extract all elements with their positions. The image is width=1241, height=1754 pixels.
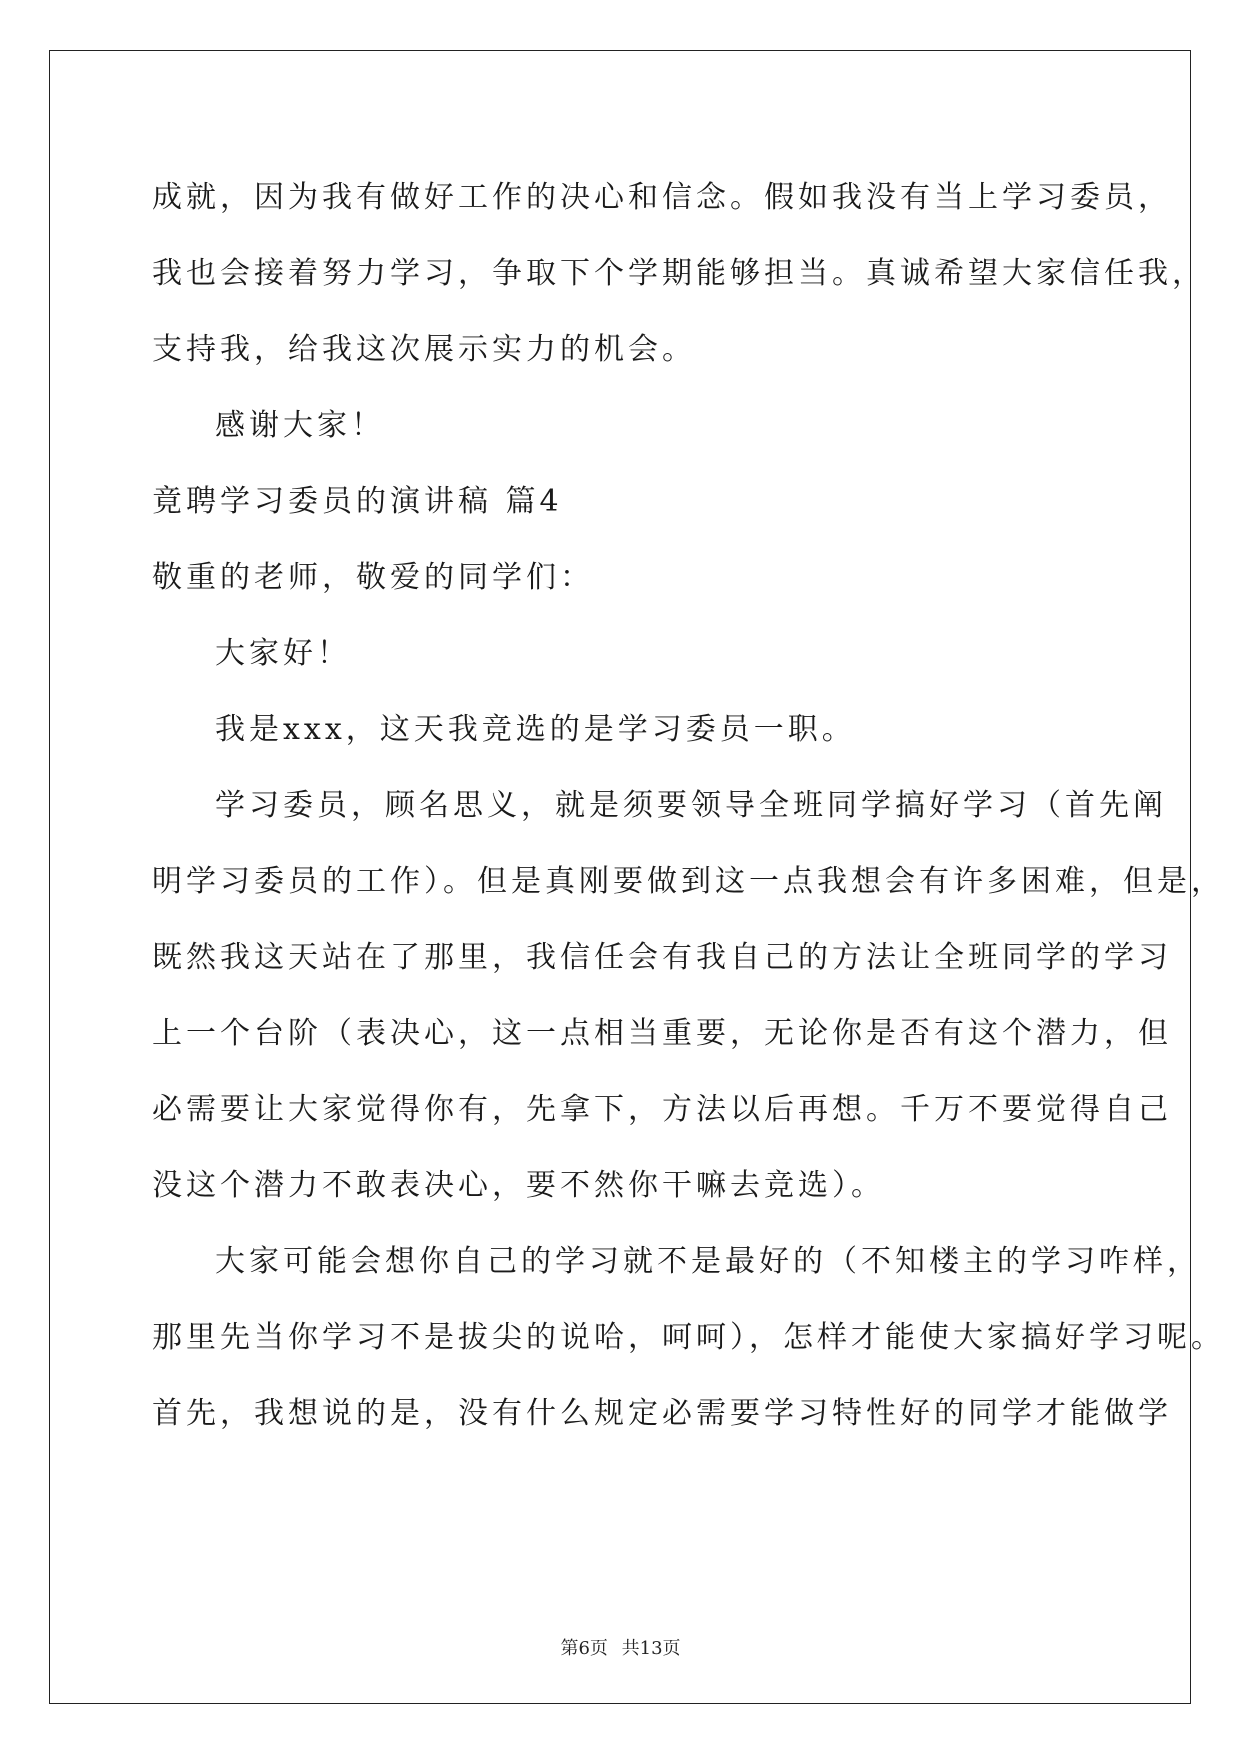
salutation: 敬重的老师，敬爱的同学们： — [152, 560, 594, 595]
paragraph-line: 我是xxx，这天我竞选的是学习委员一职。 — [215, 712, 856, 747]
paragraph-line: 首先，我想说的是，没有什么规定必需要学习特性好的同学才能做学 — [152, 1396, 1172, 1431]
paragraph-line: 明学习委员的工作）。但是真刚要做到这一点我想会有许多困难，但是， — [152, 864, 1225, 899]
paragraph-line: 感谢大家！ — [215, 408, 385, 443]
paragraph-line: 支持我，给我这次展示实力的机会。 — [152, 332, 696, 367]
paragraph-line: 成就，因为我有做好工作的决心和信念。假如我没有当上学习委员， — [152, 180, 1172, 215]
paragraph-line: 学习委员，顾名思义，就是须要领导全班同学搞好学习（首先阐 — [215, 788, 1167, 823]
paragraph-line: 既然我这天站在了那里，我信任会有我自己的方法让全班同学的学习 — [152, 940, 1172, 975]
current-page-number: 第6页 — [560, 1638, 608, 1659]
total-page-count: 共13页 — [621, 1638, 681, 1659]
paragraph-line: 我也会接着努力学习，争取下个学期能够担当。真诚希望大家信任我， — [152, 256, 1206, 291]
paragraph-line: 必需要让大家觉得你有，先拿下，方法以后再想。千万不要觉得自己 — [152, 1092, 1172, 1127]
paragraph-line: 没这个潜力不敢表决心，要不然你干嘛去竞选）。 — [152, 1168, 885, 1203]
section-heading: 竟聘学习委员的演讲稿 篇4 — [152, 484, 563, 519]
paragraph-line: 那里先当你学习不是拔尖的说哈，呵呵），怎样才能使大家搞好学习呢。 — [152, 1320, 1225, 1355]
page-footer — [0, 1634, 1241, 1660]
paragraph-line: 大家可能会想你自己的学习就不是最好的（不知楼主的学习咋样， — [215, 1244, 1201, 1279]
document-body — [152, 160, 1225, 1452]
paragraph-line: 上一个台阶（表决心，这一点相当重要，无论你是否有这个潜力，但 — [152, 1016, 1172, 1051]
paragraph-line: 大家好！ — [215, 636, 351, 671]
